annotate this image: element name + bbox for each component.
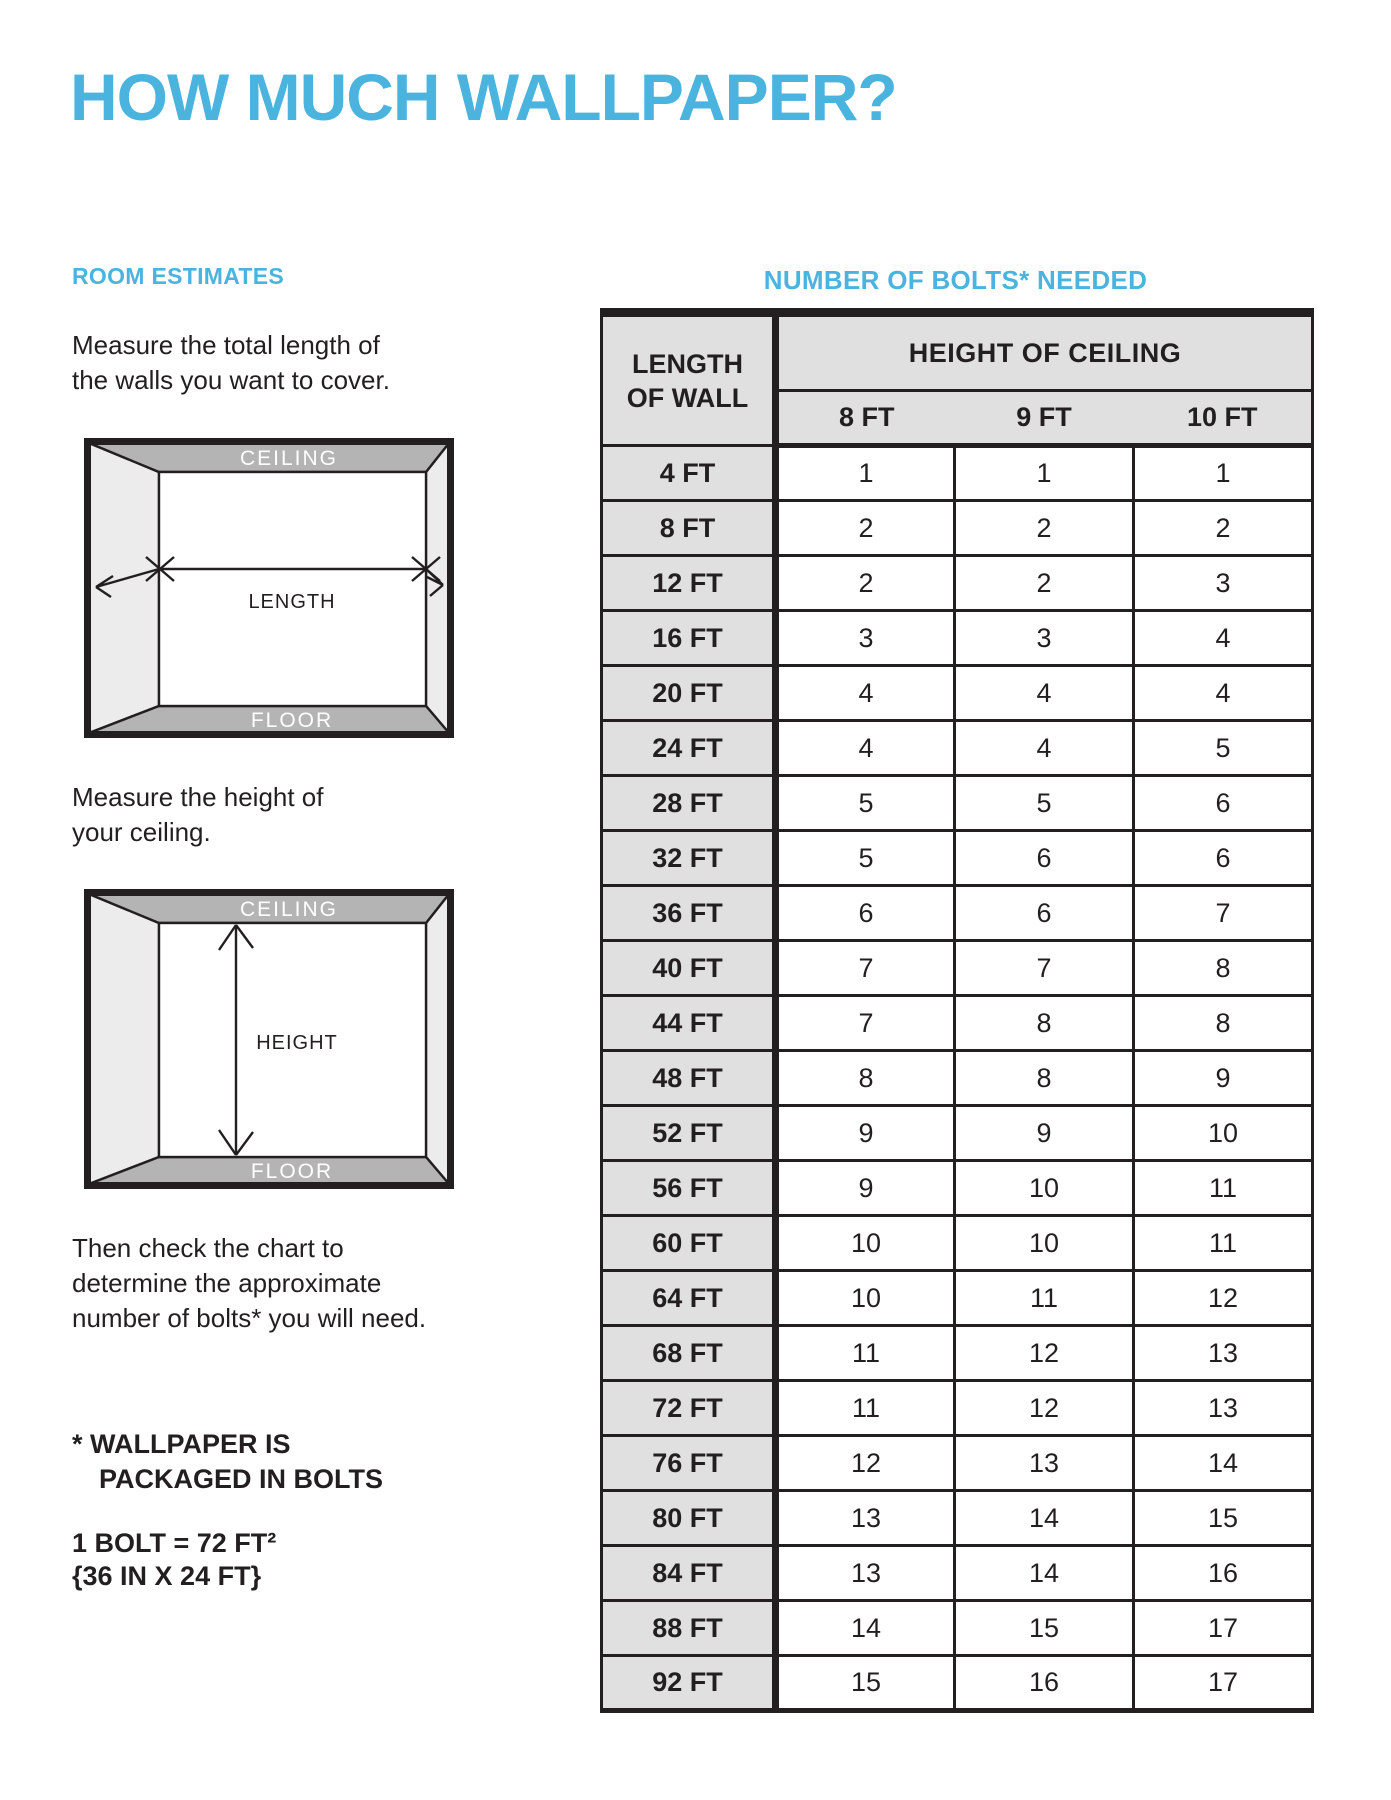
- bolt-count-cell: 12: [955, 1381, 1134, 1436]
- bolt-count-cell: 15: [955, 1601, 1134, 1656]
- table-row: [602, 1491, 1313, 1546]
- table-row: [602, 886, 1313, 941]
- wall-length-cell: 72 FT: [602, 1381, 776, 1436]
- table-row: [602, 666, 1313, 721]
- bolt-count-cell: 11: [1134, 1216, 1313, 1271]
- height-room-diagram: [84, 889, 454, 1189]
- bolt-count-cell: 8: [955, 1051, 1134, 1106]
- wall-length-cell: 32 FT: [602, 831, 776, 886]
- bolt-count-cell: 8: [1134, 941, 1313, 996]
- bolt-count-cell: 4: [955, 666, 1134, 721]
- bolt-count-cell: 10: [776, 1216, 955, 1271]
- table-row: [602, 1326, 1313, 1381]
- table-row: [602, 1106, 1313, 1161]
- instruction-line: number of bolts* you will need.: [72, 1303, 427, 1333]
- col-header-8ft: 8 FT: [776, 391, 955, 446]
- bolt-count-cell: 15: [776, 1656, 955, 1711]
- bolt-count-cell: 7: [955, 941, 1134, 996]
- bolt-count-cell: 11: [955, 1271, 1134, 1326]
- bolt-count-cell: 9: [776, 1106, 955, 1161]
- instruction-line: Measure the total length of: [72, 330, 380, 360]
- instruction-measure-height: [72, 780, 324, 850]
- table-row: [602, 501, 1313, 556]
- bolt-count-cell: 14: [955, 1546, 1134, 1601]
- length-room-diagram: [84, 438, 454, 738]
- table-row: [602, 776, 1313, 831]
- bolt-count-cell: 17: [1134, 1601, 1313, 1656]
- bolts-table: [600, 308, 1314, 1713]
- bolt-count-cell: 3: [955, 611, 1134, 666]
- bolt-count-cell: 12: [776, 1436, 955, 1491]
- ceiling-label: CEILING: [239, 898, 339, 921]
- right-wall-shape: [426, 894, 449, 1184]
- bolt-count-cell: 13: [1134, 1326, 1313, 1381]
- bolt-count-cell: 2: [776, 556, 955, 611]
- length-label: LENGTH: [248, 591, 336, 613]
- bolt-count-cell: 4: [776, 721, 955, 776]
- instruction-line: Measure the height of: [72, 782, 324, 812]
- table-row: [602, 446, 1313, 501]
- bolt-count-cell: 10: [776, 1271, 955, 1326]
- bolt-count-cell: 11: [1134, 1161, 1313, 1216]
- bolt-count-cell: 4: [1134, 611, 1313, 666]
- instruction-line: determine the approximate: [72, 1268, 382, 1298]
- bolt-count-cell: 11: [776, 1381, 955, 1436]
- wall-length-cell: 84 FT: [602, 1546, 776, 1601]
- table-row: [602, 1656, 1313, 1711]
- bolt-count-cell: 12: [1134, 1271, 1313, 1326]
- bolts-footnote: [72, 1427, 383, 1497]
- bolt-count-cell: 8: [776, 1051, 955, 1106]
- bolt-count-cell: 7: [776, 941, 955, 996]
- bolt-count-cell: 3: [776, 611, 955, 666]
- bolt-count-cell: 16: [955, 1656, 1134, 1711]
- bolt-count-cell: 8: [955, 996, 1134, 1051]
- table-row: [602, 556, 1313, 611]
- instruction-check-chart: [72, 1231, 426, 1336]
- right-wall-shape: [426, 443, 449, 733]
- table-row: [602, 611, 1313, 666]
- table-row: [602, 1601, 1313, 1656]
- wall-length-cell: 56 FT: [602, 1161, 776, 1216]
- floor-label: FLOOR: [250, 709, 334, 732]
- table-row: [602, 1271, 1313, 1326]
- bolt-count-cell: 14: [1134, 1436, 1313, 1491]
- bolt-count-cell: 14: [776, 1601, 955, 1656]
- table-row: [602, 1546, 1313, 1601]
- table-row: [602, 721, 1313, 776]
- wall-length-cell: 80 FT: [602, 1491, 776, 1546]
- bolt-count-cell: 4: [776, 666, 955, 721]
- corner-header-line: OF WALL: [626, 382, 749, 413]
- bolt-count-cell: 16: [1134, 1546, 1313, 1601]
- instruction-line: the walls you want to cover.: [72, 365, 390, 395]
- bolt-count-cell: 1: [776, 446, 955, 501]
- floor-label: FLOOR: [250, 1160, 334, 1183]
- bolt-count-cell: 5: [776, 831, 955, 886]
- wall-length-cell: 88 FT: [602, 1601, 776, 1656]
- wall-length-cell: 92 FT: [602, 1656, 776, 1711]
- table-row: [602, 1051, 1313, 1106]
- wall-length-cell: 28 FT: [602, 776, 776, 831]
- bolt-count-cell: 11: [776, 1326, 955, 1381]
- bolt-count-cell: 5: [955, 776, 1134, 831]
- left-wall-shape: [89, 894, 159, 1184]
- bolt-definition-line: {36 IN X 24 FT}: [72, 1561, 262, 1591]
- bolt-definition-line: 1 BOLT = 72 FT²: [72, 1528, 277, 1558]
- bolt-count-cell: 8: [1134, 996, 1313, 1051]
- bolt-count-cell: 9: [955, 1106, 1134, 1161]
- wall-length-cell: 76 FT: [602, 1436, 776, 1491]
- bolts-table-heading: NUMBER OF BOLTS* NEEDED: [763, 265, 1148, 295]
- bolt-count-cell: 5: [1134, 721, 1313, 776]
- bolt-count-cell: 13: [1134, 1381, 1313, 1436]
- bolt-count-cell: 2: [1134, 501, 1313, 556]
- bolt-count-cell: 13: [776, 1546, 955, 1601]
- wall-length-cell: 36 FT: [602, 886, 776, 941]
- room-estimates-heading: ROOM ESTIMATES: [72, 263, 285, 289]
- wall-length-cell: 40 FT: [602, 941, 776, 996]
- wall-length-cell: 68 FT: [602, 1326, 776, 1381]
- bolt-count-cell: 2: [776, 501, 955, 556]
- bolt-count-cell: 13: [955, 1436, 1134, 1491]
- wall-length-cell: 52 FT: [602, 1106, 776, 1161]
- table-row: [602, 941, 1313, 996]
- bolt-count-cell: 13: [776, 1491, 955, 1546]
- bolt-count-cell: 1: [955, 446, 1134, 501]
- bolt-count-cell: 2: [955, 501, 1134, 556]
- table-row: [602, 1161, 1313, 1216]
- bolt-count-cell: 9: [776, 1161, 955, 1216]
- group-header-row: [602, 313, 1313, 391]
- ceiling-label: CEILING: [239, 447, 339, 470]
- bolt-count-cell: 7: [776, 996, 955, 1051]
- wall-length-cell: 48 FT: [602, 1051, 776, 1106]
- corner-header-line: LENGTH: [632, 348, 743, 379]
- bolt-count-cell: 10: [955, 1161, 1134, 1216]
- instruction-line: Then check the chart to: [72, 1233, 344, 1263]
- wall-length-cell: 44 FT: [602, 996, 776, 1051]
- bolt-count-cell: 14: [955, 1491, 1134, 1546]
- table-row: [602, 831, 1313, 886]
- bolt-count-cell: 6: [776, 886, 955, 941]
- wall-length-cell: 4 FT: [602, 446, 776, 501]
- bolt-count-cell: 6: [1134, 776, 1313, 831]
- table-row: [602, 1216, 1313, 1271]
- bolt-count-cell: 6: [955, 831, 1134, 886]
- bolt-count-cell: 6: [1134, 831, 1313, 886]
- wall-length-cell: 64 FT: [602, 1271, 776, 1326]
- bolt-count-cell: 5: [776, 776, 955, 831]
- wall-length-cell: 16 FT: [602, 611, 776, 666]
- col-header-10ft: 10 FT: [1134, 391, 1313, 446]
- col-header-9ft: 9 FT: [955, 391, 1134, 446]
- wall-length-cell: 20 FT: [602, 666, 776, 721]
- bolt-count-cell: 3: [1134, 556, 1313, 611]
- bolt-count-cell: 9: [1134, 1051, 1313, 1106]
- bolt-count-cell: 2: [955, 556, 1134, 611]
- table-row: [602, 1436, 1313, 1491]
- page-title: HOW MUCH WALLPAPER?: [70, 60, 897, 134]
- wall-length-cell: 24 FT: [602, 721, 776, 776]
- bolt-count-cell: 10: [955, 1216, 1134, 1271]
- back-wall-shape: [159, 472, 426, 706]
- wall-length-cell: 12 FT: [602, 556, 776, 611]
- wall-length-cell: 60 FT: [602, 1216, 776, 1271]
- footnote-line: PACKAGED IN BOLTS: [99, 1464, 384, 1494]
- height-label: HEIGHT: [256, 1032, 338, 1054]
- bolt-definition: [72, 1527, 276, 1593]
- bolt-count-cell: 6: [955, 886, 1134, 941]
- height-of-ceiling-header: HEIGHT OF CEILING: [776, 313, 1313, 391]
- bolt-count-cell: 10: [1134, 1106, 1313, 1161]
- bolt-count-cell: 17: [1134, 1656, 1313, 1711]
- length-of-wall-header: [602, 313, 776, 446]
- bolt-count-cell: 1: [1134, 446, 1313, 501]
- bolt-count-cell: 12: [955, 1326, 1134, 1381]
- bolt-count-cell: 4: [1134, 666, 1313, 721]
- bolt-count-cell: 15: [1134, 1491, 1313, 1546]
- footnote-line: * WALLPAPER IS: [72, 1429, 291, 1459]
- bolt-count-cell: 4: [955, 721, 1134, 776]
- instruction-measure-length: [72, 328, 390, 398]
- instruction-line: your ceiling.: [72, 817, 211, 847]
- table-row: [602, 996, 1313, 1051]
- bolt-count-cell: 7: [1134, 886, 1313, 941]
- wall-length-cell: 8 FT: [602, 501, 776, 556]
- bolts-table-body: [602, 446, 1313, 1711]
- table-row: [602, 1381, 1313, 1436]
